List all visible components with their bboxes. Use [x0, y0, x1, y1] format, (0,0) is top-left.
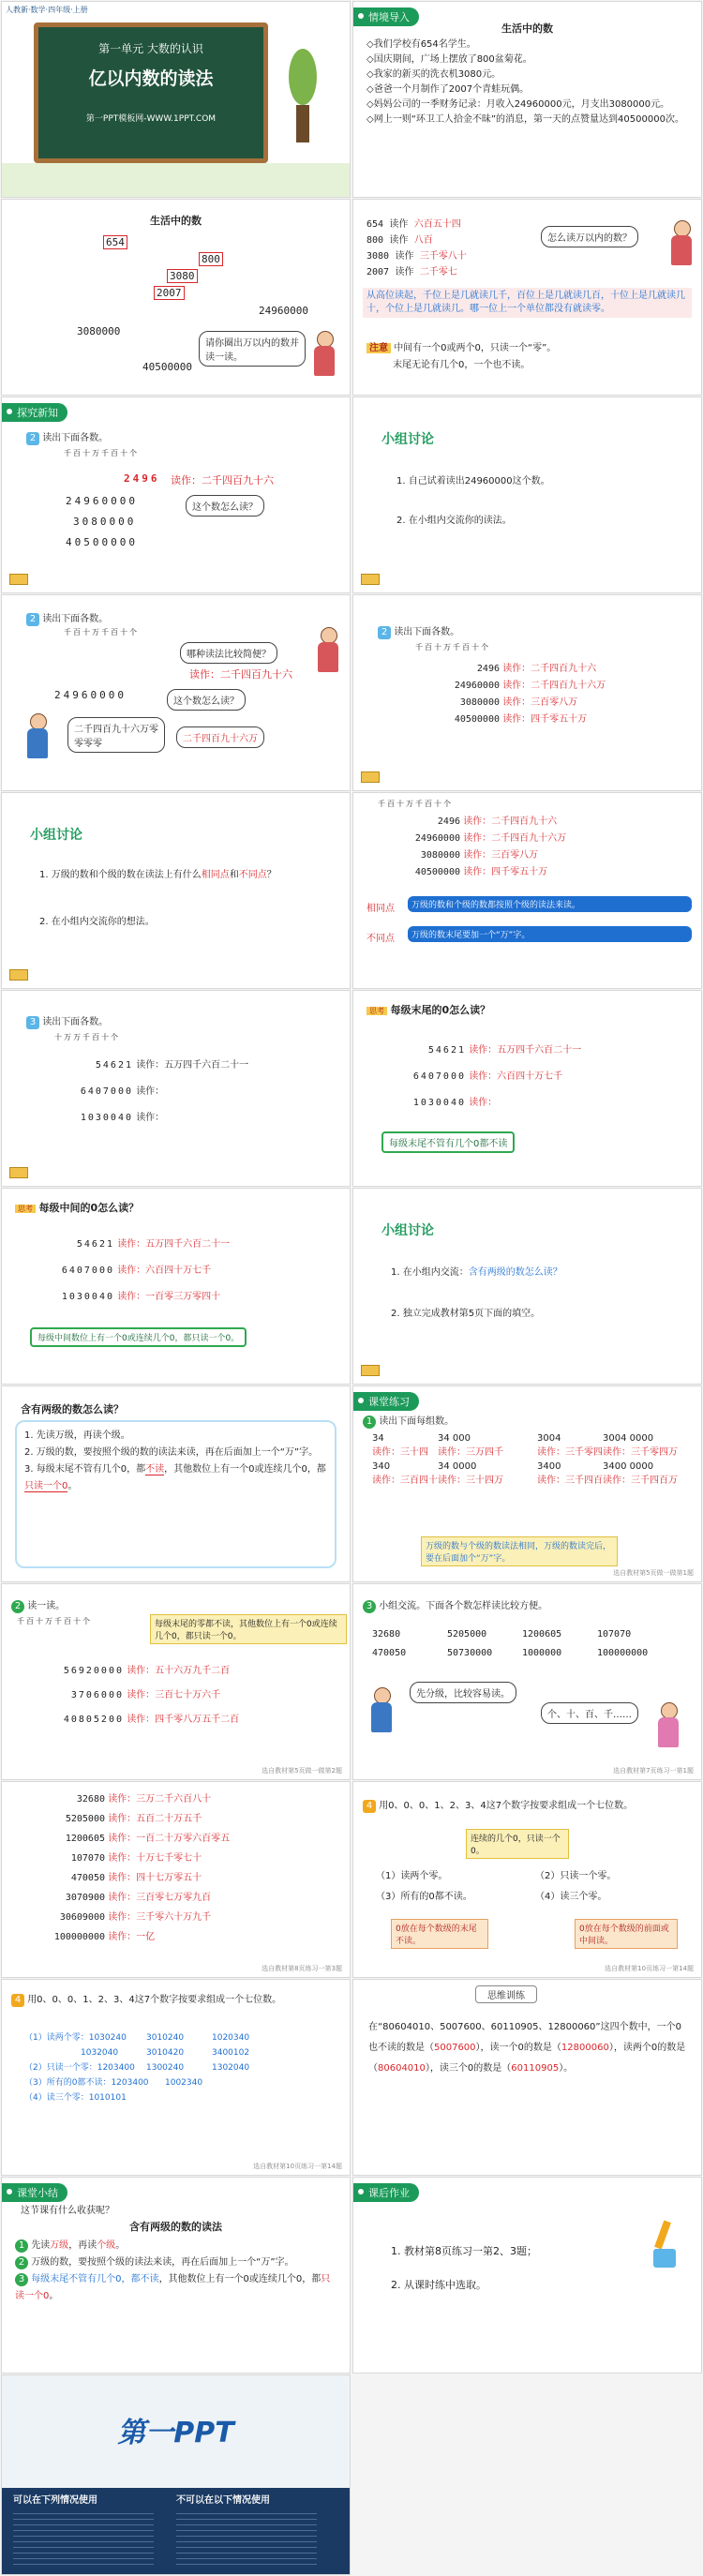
- exercise-number: 2: [11, 1600, 24, 1613]
- table-row: 读作：三千四百读作：三千四百万: [537, 1475, 678, 1486]
- rule-note: 每级中间数位上有一个0或连续几个0，都只读一个0。: [30, 1327, 247, 1347]
- fine-print: [176, 2509, 317, 2569]
- place-value-header: 千百十万千百十个: [64, 628, 139, 637]
- summary-point-2: 2. 万级的数，要按照个级的数的读法来读，再在后面加上一个“万”字。: [24, 1447, 319, 1458]
- prompt-row: 4 用0、0、0、1、2、3、4这7个数字按要求组成一个七位数。: [363, 1799, 692, 1814]
- slide-group-discussion-3: [352, 1188, 702, 1385]
- table-row: 30609000 读作：三千零六十万九千: [59, 1912, 212, 1923]
- table-row: 40500000 读作：四千零五十万: [454, 714, 588, 725]
- number-3080: 3080: [167, 269, 198, 283]
- practice-right: [537, 1431, 678, 1488]
- slide-practice-2: [1, 1583, 351, 1780]
- slide-group-discussion-2: [1, 792, 351, 989]
- source-note: 选自教材第8页练习一第3题: [262, 1965, 342, 1972]
- slide-explore-new: [1, 397, 351, 593]
- notice-panel: [2, 2488, 350, 2575]
- question-text: 在“80604010、5007600、60110905、12800060”这四个数中，一个0也不读的数是（5007600），读一个0的数是（12800060），读两个0的数是（80604010），读三个0的数是（60110905）。: [368, 2022, 686, 2074]
- table-row: 340 34 0000: [372, 1461, 477, 1472]
- table-row: 32680 读作：三万二千六百八十: [76, 1794, 212, 1805]
- rule-note: 每级末尾不管有几个0都不读: [381, 1131, 515, 1153]
- number-40500000: 40500000: [142, 361, 192, 373]
- number-24960000: 24960000: [66, 495, 138, 507]
- summary-point-3: 3. 每级末尾不管有几个0，都不读，其他数位上有一个0或连续几个0，都只读一个0。: [24, 1464, 326, 1491]
- speech-bubble: 先分级，比较容易读。: [410, 1682, 516, 1703]
- question-1: 1. 在小组内交流：含有两级的数怎么读？: [391, 1267, 562, 1278]
- list-item: ◇我家的新买的洗衣机3080元。: [366, 69, 501, 80]
- table-row: 6407000 读作：: [80, 1086, 165, 1097]
- exercise-number: 3: [363, 1600, 376, 1613]
- teacher-figure: [668, 220, 695, 267]
- slide-class-summary: [1, 2177, 351, 2374]
- place-value-header: 千百十万千百十个: [64, 449, 139, 457]
- table-row: 34 34 000: [372, 1433, 471, 1444]
- slide-practice-4-answers: [1, 1979, 351, 2176]
- place-value-header: 十万万千百十个: [54, 1033, 120, 1041]
- exercise-badge: 2: [378, 626, 391, 639]
- place-value-header: 千百十万千百十个: [415, 643, 490, 651]
- table-row: 读作：三百四十读作：三十四万: [372, 1475, 503, 1486]
- table-row: 1030040 读作：: [412, 1098, 498, 1108]
- think-title: 思考 每级末尾的0怎么读？: [366, 1002, 490, 1017]
- practice-left: [372, 1431, 503, 1488]
- reading-rows: [39, 1053, 248, 1131]
- place-value-header: 千百十万千百十个: [378, 800, 453, 808]
- slide-two-level-summary: [1, 1385, 351, 1582]
- reading-rows: [21, 1659, 239, 1732]
- number-3080000: 3080000: [77, 325, 121, 337]
- reading-rows: [366, 217, 467, 280]
- discussion-title: 小组讨论: [381, 1223, 434, 1238]
- student-figure: [24, 713, 51, 760]
- rule-note: 万级的数与个级的数读法相同，万级的数读完后，要在后面加个“万”字。: [421, 1536, 618, 1566]
- slide-life-numbers: [1, 199, 351, 396]
- slide-title-cover: [1, 1, 351, 198]
- site-url: 第一PPT模板网-WWW.1PPT.COM: [85, 114, 217, 124]
- question-list: （1）读两个零。 （2）只读一个零。 （3）所有的0都不读。 （4）读三个零。: [376, 1871, 617, 1902]
- can-use-title: 可以在下列情况使用: [13, 2495, 97, 2506]
- prompt-row: 3 小组交流。下面各个数怎样读比较方便。: [363, 1597, 547, 1613]
- slide-simple-reading: [1, 594, 351, 791]
- note-tag: 注意: [366, 343, 391, 353]
- section-title: 含有两级的数怎么读？: [21, 1403, 124, 1415]
- hint-bubble: 0放在每个数级的末尾不读。: [391, 1919, 488, 1949]
- grade-tag: 人教新·数学·四年级·上册: [6, 6, 88, 14]
- prompt-text: 读出下面各数。: [394, 627, 460, 637]
- summary-point-1: 1. 先读万级，再读个级。: [24, 1430, 130, 1441]
- rule-bubble: 每级末尾的零都不读，其他数位上有一个0或连续几个0，都只读一个0。: [150, 1614, 347, 1644]
- number-24960000: 24960000: [54, 689, 127, 701]
- student-figure: [368, 1687, 395, 1734]
- question-1: 1. 万级的数和个级的数在读法上有什么相同点和不同点？: [39, 870, 277, 880]
- question-2: 2. 在小组内交流你的读法。: [396, 516, 512, 526]
- prompt-row: [26, 429, 108, 445]
- slide-practice-4: [352, 1781, 702, 1978]
- exercise-badge: 2: [26, 432, 39, 445]
- reading-answer: 读作：二千四百九十六: [189, 668, 292, 681]
- prompt-row: 2 读一读。: [11, 1597, 65, 1613]
- section-title: 思维训练: [475, 1985, 537, 2003]
- book-icon: [361, 1365, 380, 1376]
- table-row: 6407000 读作：六百四十万七千: [412, 1071, 563, 1082]
- speech-bubble: 这个数怎么读？: [167, 689, 246, 711]
- section-title: 生活中的数: [501, 22, 553, 35]
- prompt-row: [26, 610, 108, 626]
- summary-title: 含有两级的数的读法: [129, 2221, 222, 2233]
- table-row: 24960000 读作：二千四百九十六万: [454, 681, 606, 691]
- slide-intro-context: [352, 1, 702, 198]
- same-label: 相同点: [366, 904, 395, 914]
- think-title: 思考 每级中间的0怎么读？: [15, 1200, 139, 1215]
- list-item: ◇爸爸一个月制作了2007个青蛙玩偶。: [366, 84, 530, 95]
- prompt-row: 1 读出下面每组数。: [363, 1413, 454, 1429]
- slide-group-discussion-1: [352, 397, 702, 593]
- table-row: 470050 读作：四十七万零五十: [70, 1873, 202, 1883]
- book-icon: [361, 771, 380, 783]
- lesson-title: 亿以内数的读法: [88, 68, 214, 89]
- section-header: 探究新知: [2, 403, 67, 422]
- reading-rows: [410, 661, 606, 728]
- book-icon: [9, 574, 28, 585]
- reading-rows: [21, 1232, 230, 1310]
- question-2: 2. 在小组内交流你的想法。: [39, 917, 155, 927]
- slide-trailing-zero: [352, 990, 702, 1187]
- table-row: 24960000 读作：二千四百九十六万: [414, 833, 567, 844]
- table-row: 100000000 读作：一亿: [53, 1932, 156, 1942]
- table-row: 54621 读作：五万四千六百二十一: [427, 1045, 582, 1056]
- prompt-row: 4 用0、0、0、1、2、3、4这7个数字按要求组成一个七位数。: [11, 1993, 340, 2008]
- speech-bubble: 二千四百九十六万零零零零: [67, 717, 165, 753]
- number-2496: 2496: [124, 472, 160, 485]
- exercise-badge: 3: [26, 1016, 39, 1029]
- homework-item-1: 1. 教材第8页练习一第2、3题；: [391, 2245, 537, 2257]
- prompt-row: [378, 623, 459, 639]
- diff-label: 不同点: [366, 934, 395, 944]
- reading-rows: [372, 1038, 581, 1116]
- table-row: 654 读作 六百五十四: [366, 219, 461, 230]
- table-row: 读作：三千零四读作：三千零四万: [537, 1447, 678, 1458]
- reading-answer: 读作：二千四百九十六: [171, 474, 274, 487]
- source-note: 选自教材第5页做一做第1题: [613, 1569, 694, 1577]
- plant-decoration: [270, 39, 326, 142]
- number-2007: 2007: [154, 286, 185, 300]
- number-654: 654: [103, 235, 127, 249]
- exercise-number: 1: [363, 1415, 376, 1429]
- table-row: 1030040 读作：一百零三万零四十: [61, 1292, 221, 1302]
- diff-text: 万级的数末尾要加一个“万”字。: [408, 926, 692, 942]
- supplies-icon: [650, 2215, 687, 2271]
- number-800: 800: [199, 252, 223, 266]
- rule-box: 从高位读起，千位上是几就读几千，百位上是几就读几百，十位上是几就读几十，个位上是几就读几。哪一位上一个单位都没有就读零。: [363, 288, 692, 318]
- table-row: 40805200 读作：四千零八万五千二百: [63, 1715, 240, 1725]
- table-row: 3070900 读作：三百零七万零九百: [65, 1893, 212, 1903]
- reading-rows: [372, 814, 566, 881]
- exercise-number: 4: [11, 1994, 24, 2007]
- slide-practice-3: [352, 1583, 702, 1780]
- slide-same-different: [352, 792, 702, 989]
- prompt-text: 读出下面各数。: [42, 1017, 109, 1027]
- summary-box: [15, 1420, 337, 1568]
- same-text: 万级的数和个级的数都按照个级的读法来读。: [408, 896, 692, 912]
- book-icon: [9, 1167, 28, 1178]
- table-row: 54621 读作：五万四千六百二十一: [95, 1060, 249, 1071]
- slide-practice-1: [352, 1385, 702, 1582]
- slide-thinking-training: [352, 1979, 702, 2176]
- logo-area: [2, 2375, 350, 2488]
- section-header: 情境导入: [353, 7, 419, 26]
- source-note: 选自教材第10页练习一第14题: [605, 1965, 694, 1972]
- note-text: 中间有一个0或两个0，只读一个“零”。: [394, 343, 557, 353]
- discussion-title: 小组讨论: [30, 828, 82, 843]
- grass-strip: [2, 163, 350, 197]
- student-figure: [655, 1702, 681, 1749]
- speech-bubble: 这个数怎么读？: [186, 495, 264, 517]
- unit-title: 第一单元 大数的认识: [98, 42, 203, 55]
- prompt-text: 读出下面各数。: [42, 433, 109, 443]
- summary-points: 1 先读万级，再读个级。 2 万级的数，要按照个级的读法来读，再在后面加上一个“万”字。 3 每级末尾不管有几个0，都不读，其他数位上有一个0或连续几个0，都只读一个0。: [15, 2240, 331, 2301]
- prompt-text: 读出下面各数。: [42, 614, 109, 624]
- reading-answer: 二千四百九十六万: [176, 726, 264, 748]
- slide-reading-rule: [352, 199, 702, 396]
- ppt-logo: 第一PPT: [117, 2417, 234, 2449]
- number-24960000: 24960000: [259, 305, 308, 317]
- section-header: 课堂小结: [2, 2183, 67, 2202]
- book-icon: [9, 969, 28, 981]
- question-1: 1. 自己试着读出24960000这个数。: [396, 476, 550, 487]
- source-note: 选自教材第7页练习一第1题: [613, 1767, 694, 1775]
- table-row: 2496 读作：二千四百九十六: [437, 816, 558, 827]
- exercise-badge: 2: [26, 613, 39, 626]
- number-3080000: 3080000: [73, 516, 137, 528]
- number-grid: 32680 5205000 1200605 107070 470050 50730000 1000000 100000000: [372, 1629, 649, 1658]
- section-header: 课后作业: [353, 2183, 419, 2202]
- summary-question: 这节课有什么收获呢？: [21, 2206, 114, 2216]
- note-text: 末尾无论有几个0，一个也不读。: [393, 360, 531, 370]
- table-row: 2496 读作：二千四百九十六: [476, 664, 597, 674]
- section-header: 课堂练习: [353, 1392, 419, 1411]
- list-item: ◇网上一则“环卫工人拾金不昧”的消息，第一天的点赞量达到40500000次。: [366, 114, 684, 125]
- table-row: 1200605 读作：一百二十万零六百零五: [65, 1834, 231, 1844]
- table-row: 800 读作 八百: [366, 235, 433, 246]
- source-note: 选自教材第5页做一做第2题: [262, 1767, 342, 1775]
- discussion-title: 小组讨论: [381, 432, 434, 447]
- cannot-use-title: 不可以在以下情况使用: [176, 2495, 270, 2506]
- slide-read-numbers-3: [1, 990, 351, 1187]
- hint-bubble: 0放在每个数级的前面或中间读。: [575, 1919, 678, 1949]
- question-2: 2. 独立完成教材第5页下面的填空。: [391, 1309, 541, 1319]
- hint-bubble: 连续的几个0，只读一个0。: [466, 1829, 569, 1859]
- table-row: 3080000 读作：三百零八万: [420, 850, 539, 861]
- exercise-number: 4: [363, 1800, 376, 1813]
- speech-bubble: 怎么读万以内的数？: [541, 226, 638, 247]
- section-title: 生活中的数: [150, 215, 202, 227]
- table-row: 读作：三十四 读作：三万四千: [372, 1447, 503, 1458]
- teacher-figure: [315, 627, 341, 674]
- table-row: 2007 读作 二千零七: [366, 267, 457, 277]
- slide-template-notice: [1, 2374, 351, 2575]
- answer-list: （1）读两个零：1030240 3010240 1020340 1032040 3010420 3400102 （2）只读一个零：1203400 1300240 1302040 （3）所有的0都不读：1203400 1002340 （4）读三个零：1010101: [24, 2033, 250, 2103]
- prompt-row: [26, 1013, 108, 1029]
- slide-middle-zero: [1, 1188, 351, 1385]
- table-row: 1030040 读作：: [80, 1113, 165, 1123]
- slide-reading-results: [352, 594, 702, 791]
- notes: [366, 340, 556, 374]
- homework-item-2: 2. 从课时练中选取。: [391, 2279, 486, 2291]
- table-row: 56920000 读作：五十六万九千二百: [63, 1666, 231, 1676]
- number-40500000: 40500000: [66, 536, 138, 548]
- table-row: 6407000 读作：六百四十万七千: [61, 1266, 212, 1276]
- slide-practice-3-answers: [1, 1781, 351, 1978]
- table-row: 3706000 读作：三百七十万六千: [70, 1690, 221, 1700]
- list-item: ◇妈妈公司的一季财务记录：月收入24960000元，月支出3080000元。: [366, 99, 670, 110]
- list-item: ◇我们学校有654名学生。: [366, 39, 476, 50]
- context-list: [366, 37, 692, 127]
- place-value-header: 千百十万千百十个: [17, 1617, 92, 1625]
- book-icon: [361, 574, 380, 585]
- speech-bubble: 请你圈出万以内的数并读一读。: [199, 331, 306, 367]
- table-row: 3080 读作 三千零八十: [366, 251, 467, 262]
- teacher-figure: [311, 331, 337, 378]
- table-row: 3400 3400 0000: [537, 1461, 654, 1472]
- speech-bubble: 个、十、百、千……: [541, 1702, 638, 1724]
- table-row: 3080000 读作：三百零八万: [459, 697, 578, 708]
- slide-homework: [352, 2177, 702, 2374]
- speech-bubble: 哪种读法比较简便？: [180, 642, 277, 664]
- reading-rows: [21, 1790, 230, 1947]
- table-row: 107070 读作：十万七千零七十: [70, 1853, 202, 1864]
- table-row: 5205000 读作：五百二十万五千: [65, 1814, 202, 1824]
- table-row: 40500000 读作：四千零五十万: [414, 867, 548, 877]
- list-item: ◇国庆期间，广场上摆放了800盆菊花。: [366, 54, 532, 65]
- fine-print: [13, 2509, 154, 2569]
- table-row: 3004 3004 0000: [537, 1433, 654, 1444]
- chalkboard: [34, 22, 268, 163]
- source-note: 选自教材第10页练习一第14题: [253, 2163, 342, 2170]
- table-row: 54621 读作：五万四千六百二十一: [76, 1239, 231, 1250]
